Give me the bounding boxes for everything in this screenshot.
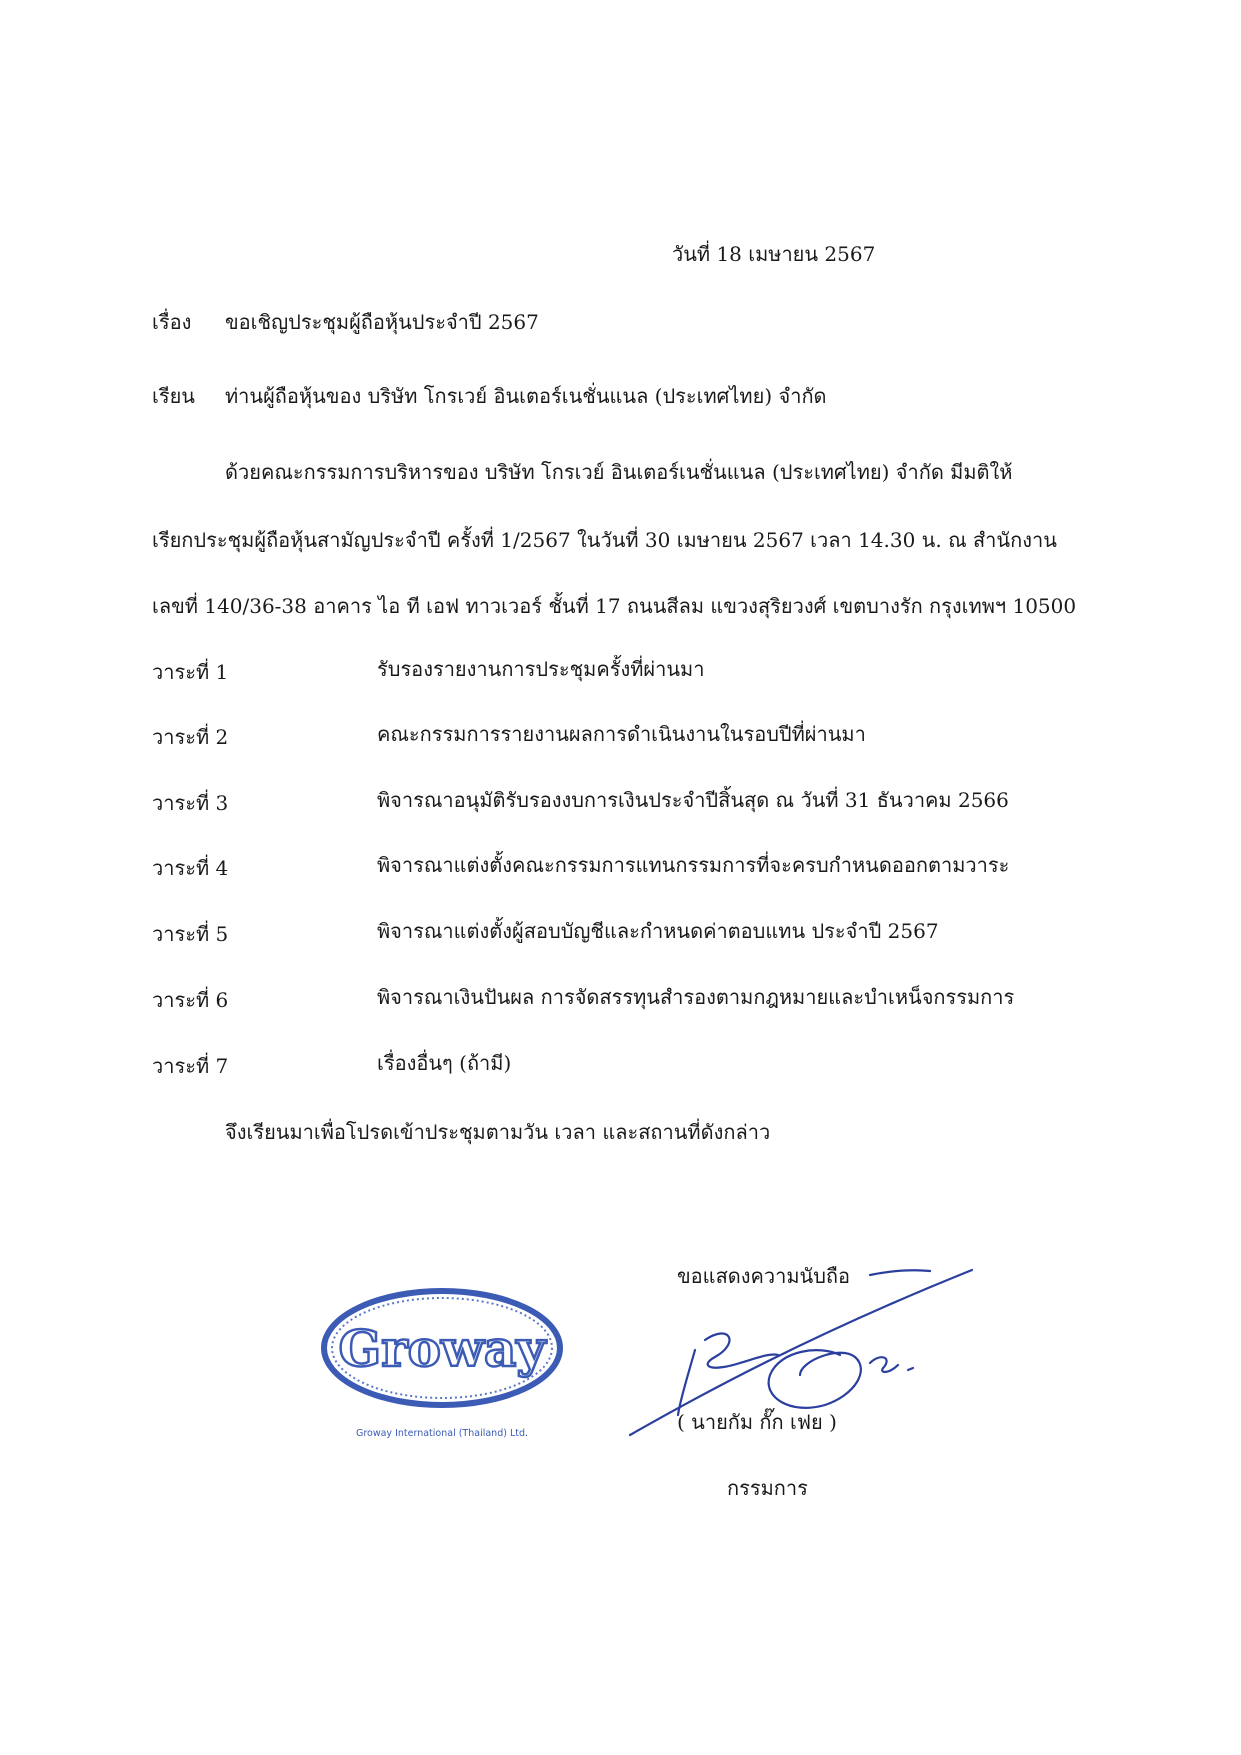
agenda-text-2: คณะกรรมการรายงานผลการดำเนินงานในรอบปีที่ผ่านมา bbox=[377, 722, 866, 746]
body-line-3: เลขที่ 140/36-38 อาคาร ไอ ที เอฟ ทาวเวอร์ ชั้นที่ 17 ถนนสีลม แขวงสุริยวงศ์ เขตบางรัก กรุงเทพฯ 10500 bbox=[152, 594, 1077, 618]
agenda-number-3: วาระที่ 3 bbox=[152, 791, 229, 815]
svg-text:Groway: Groway bbox=[338, 1319, 546, 1378]
agenda-number-1: วาระที่ 1 bbox=[152, 660, 229, 684]
agenda-number-5: วาระที่ 5 bbox=[152, 922, 229, 946]
recipient-label: เรียน bbox=[152, 384, 195, 408]
svg-text:Groway International (Thailand: Groway International (Thailand) Ltd. bbox=[355, 1428, 529, 1439]
signer-name: ( นายกัม กั๊ก เฟย ) bbox=[677, 1410, 837, 1434]
agenda-text-3: พิจารณาอนุมัติรับรองงบการเงินประจำปีสิ้นสุด ณ วันที่ 31 ธันวาคม 2566 bbox=[377, 788, 1009, 812]
body-line-2: เรียกประชุมผู้ถือหุ้นสามัญประจำปี ครั้งที่ 1/2567 ในวันที่ 30 เมษายน 2567 เวลา 14.30 น. ณ สำนักงาน bbox=[152, 528, 1057, 552]
agenda-text-5: พิจารณาแต่งตั้งผู้สอบบัญชีและกำหนดค่าตอบแทน ประจำปี 2567 bbox=[377, 919, 939, 943]
subject-label: เรื่อง bbox=[152, 310, 192, 334]
letter-date: วันที่ 18 เมษายน 2567 bbox=[672, 242, 876, 266]
closing-line: จึงเรียนมาเพื่อโปรดเข้าประชุมตามวัน เวลา และสถานที่ดังกล่าว bbox=[225, 1120, 771, 1144]
subject-text: ขอเชิญประชุมผู้ถือหุ้นประจำปี 2567 bbox=[225, 310, 539, 334]
agenda-number-4: วาระที่ 4 bbox=[152, 856, 229, 880]
company-stamp-icon bbox=[318, 1286, 588, 1446]
agenda-text-1: รับรองรายงานการประชุมครั้งที่ผ่านมา bbox=[377, 657, 705, 681]
agenda-number-7: วาระที่ 7 bbox=[152, 1054, 229, 1078]
regards-text: ขอแสดงความนับถือ bbox=[677, 1264, 851, 1288]
recipient-text: ท่านผู้ถือหุ้นของ บริษัท โกรเวย์ อินเตอร์เนชั่นแนล (ประเทศไทย) จำกัด bbox=[225, 384, 827, 408]
agenda-text-4: พิจารณาแต่งตั้งคณะกรรมการแทนกรรมการที่จะครบกำหนดออกตามวาระ bbox=[377, 853, 1010, 877]
agenda-text-7: เรื่องอื่นๆ (ถ้ามี) bbox=[377, 1051, 512, 1075]
body-line-1: ด้วยคณะกรรมการบริหารของ บริษัท โกรเวย์ อินเตอร์เนชั่นแนล (ประเทศไทย) จำกัด มีมติให้ bbox=[225, 460, 1013, 484]
agenda-number-6: วาระที่ 6 bbox=[152, 988, 229, 1012]
agenda-number-2: วาระที่ 2 bbox=[152, 725, 229, 749]
agenda-text-6: พิจารณาเงินปันผล การจัดสรรทุนสำรองตามกฎหมายและบำเหน็จกรรมการ bbox=[377, 985, 1015, 1009]
signer-position: กรรมการ bbox=[727, 1476, 808, 1500]
